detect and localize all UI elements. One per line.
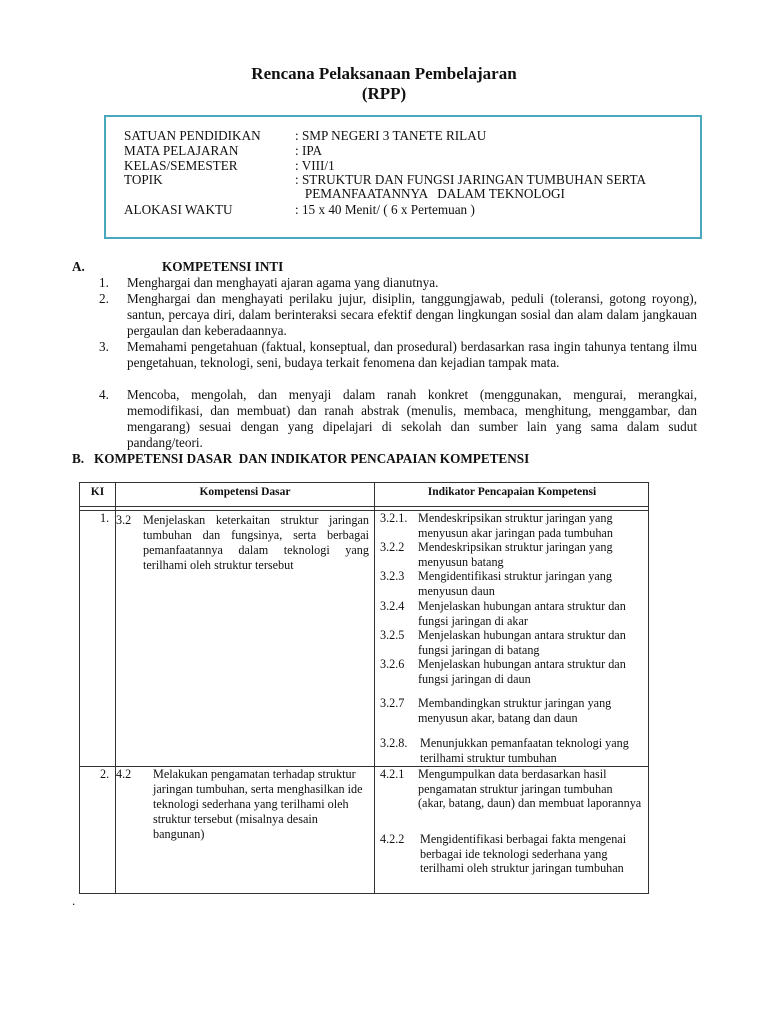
kd-text: Menjelaskan keterkaitan struktur jaringan tumbuhan dan fungsinya, serta berbagai pemanfaatannya dalam teknologi yang terilhami oleh struktur tersebut	[143, 513, 369, 572]
indicator-text: Mengumpulkan data berdasarkan hasil pengamatan struktur jaringan tumbuhan (akar, batang, daun) dan membuat laporannya	[418, 767, 642, 810]
identity-row	[124, 128, 486, 144]
section-a-title: KOMPETENSI INTI	[162, 259, 284, 274]
page-title: Rencana Pelaksanaan Pembelajaran	[251, 64, 517, 83]
identity-value: : VIII/1	[295, 158, 335, 173]
list-text: Mencoba, mengolah, dan menyaji dalam ranah konkret (menggunakan, mengurai, merangkai, memodifikasi, dan membuat) dan ranah abstrak (menulis, membaca, menghitung, menggambar, dan mengarang) sesuai dengan yang dipelajari di sekolah dan sumber lain yang sama dalam sudut pandang/teori.	[127, 387, 697, 450]
indicator-code: 3.2.8.	[380, 736, 408, 750]
indicator-code: 3.2.1.	[380, 511, 408, 525]
list-number: 1.	[99, 275, 109, 290]
indicator-code: 4.2.2	[380, 832, 405, 846]
list-number: 4.	[99, 387, 109, 402]
identity-box	[104, 115, 702, 239]
list-number: 2.	[99, 291, 109, 306]
list-text: Memahami pengetahuan (faktual, konseptual, dan prosedural) berdasarkan rasa ingin tahunya tentang ilmu pengetahuan, teknologi, seni, budaya terkait fenomena dan kejadian tampak mata.	[127, 339, 697, 370]
list-text: Menghargai dan menghayati ajaran agama yang dianutnya.	[127, 275, 439, 290]
indicator-code: 3.2.2	[380, 540, 405, 554]
list-text: Menghargai dan menghayati perilaku jujur, disiplin, tanggungjawab, peduli (toleransi, gotong royong), santun, percaya diri, dalam berinteraksi secara efektif dengan lingkungan sosial dan alam dalam jangkauan pergaulan dan keberadaannya.	[127, 291, 697, 338]
indicator-text: Menunjukkan pemanfaatan teknologi yang terilhami struktur tumbuhan	[420, 736, 629, 765]
indicator-text: Mendeskripsikan struktur jaringan yang menyusun akar jaringan pada tumbuhan	[418, 511, 613, 540]
indicator-code: 3.2.6	[380, 657, 405, 671]
identity-label: KELAS/SEMESTER	[124, 158, 238, 173]
identity-value: PEMANFAATANNYA DALAM TEKNOLOGI	[295, 186, 565, 201]
indicator-code: 3.2.5	[380, 628, 405, 642]
ki-number: 1.	[100, 511, 110, 525]
page-subtitle: (RPP)	[361, 84, 407, 103]
kd-table	[79, 482, 649, 894]
identity-value: : SMP NEGERI 3 TANETE RILAU	[295, 128, 487, 143]
indicator-text: Mengidentifikasi berbagai fakta mengenai berbagai ide teknologi sederhana yang terilhami oleh struktur jaringan tumbuhan	[420, 832, 627, 875]
identity-row	[124, 186, 565, 202]
kd-code: 3.2	[116, 513, 132, 527]
column-divider	[374, 483, 375, 893]
indicator-text: Menjelaskan hubungan antara struktur dan fungsi jaringan di batang	[418, 628, 626, 657]
indicator-text: Membandingkan struktur jaringan yang menyusun akar, batang dan daun	[418, 696, 612, 725]
indicator-code: 3.2.4	[380, 599, 405, 613]
kd-text: Melakukan pengamatan terhadap struktur jaringan tumbuhan, serta menghasilkan ide teknologi sederhana yang terilhami oleh struktur tersebut (misalnya desain bangunan)	[153, 767, 363, 841]
indicator-code: 3.2.3	[380, 569, 405, 583]
indicator-code: 3.2.7	[380, 696, 405, 710]
identity-value: : STRUKTUR DAN FUNGSI JARINGAN TUMBUHAN SERTA	[295, 172, 647, 187]
header-ki: KI	[90, 486, 105, 498]
identity-row	[124, 143, 322, 159]
header-ipk: Indikator Pencapaian Kompetensi	[427, 486, 597, 498]
identity-label: SATUAN PENDIDIKAN	[124, 128, 261, 143]
indicator-text: Menjelaskan hubungan antara struktur dan fungsi jaringan di akar	[418, 599, 626, 628]
identity-row	[124, 202, 475, 218]
identity-label: MATA PELAJARAN	[124, 143, 239, 158]
trailing-mark: .	[72, 893, 76, 908]
identity-value: : IPA	[295, 143, 322, 158]
indicator-code: 4.2.1	[380, 767, 405, 781]
identity-value: : 15 x 40 Menit/ ( 6 x Pertemuan )	[295, 202, 475, 217]
section-b-title: B. KOMPETENSI DASAR DAN INDIKATOR PENCAPAIAN KOMPETENSI	[72, 451, 530, 466]
identity-label: ALOKASI WAKTU	[124, 202, 233, 217]
indicator-text: Mendeskripsikan struktur jaringan yang menyusun batang	[418, 540, 613, 569]
header-divider	[80, 506, 648, 507]
list-number: 3.	[99, 339, 109, 354]
column-divider	[115, 483, 116, 893]
identity-label: TOPIK	[124, 172, 163, 187]
ki-number: 2.	[100, 767, 110, 781]
header-kd: Kompetensi Dasar	[199, 486, 291, 498]
kd-code: 4.2	[116, 767, 132, 781]
section-a-letter: A.	[72, 259, 85, 274]
indicator-text: Menjelaskan hubungan antara struktur dan fungsi jaringan di daun	[418, 657, 626, 686]
indicator-text: Mengidentifikasi struktur jaringan yang menyusun daun	[418, 569, 612, 598]
